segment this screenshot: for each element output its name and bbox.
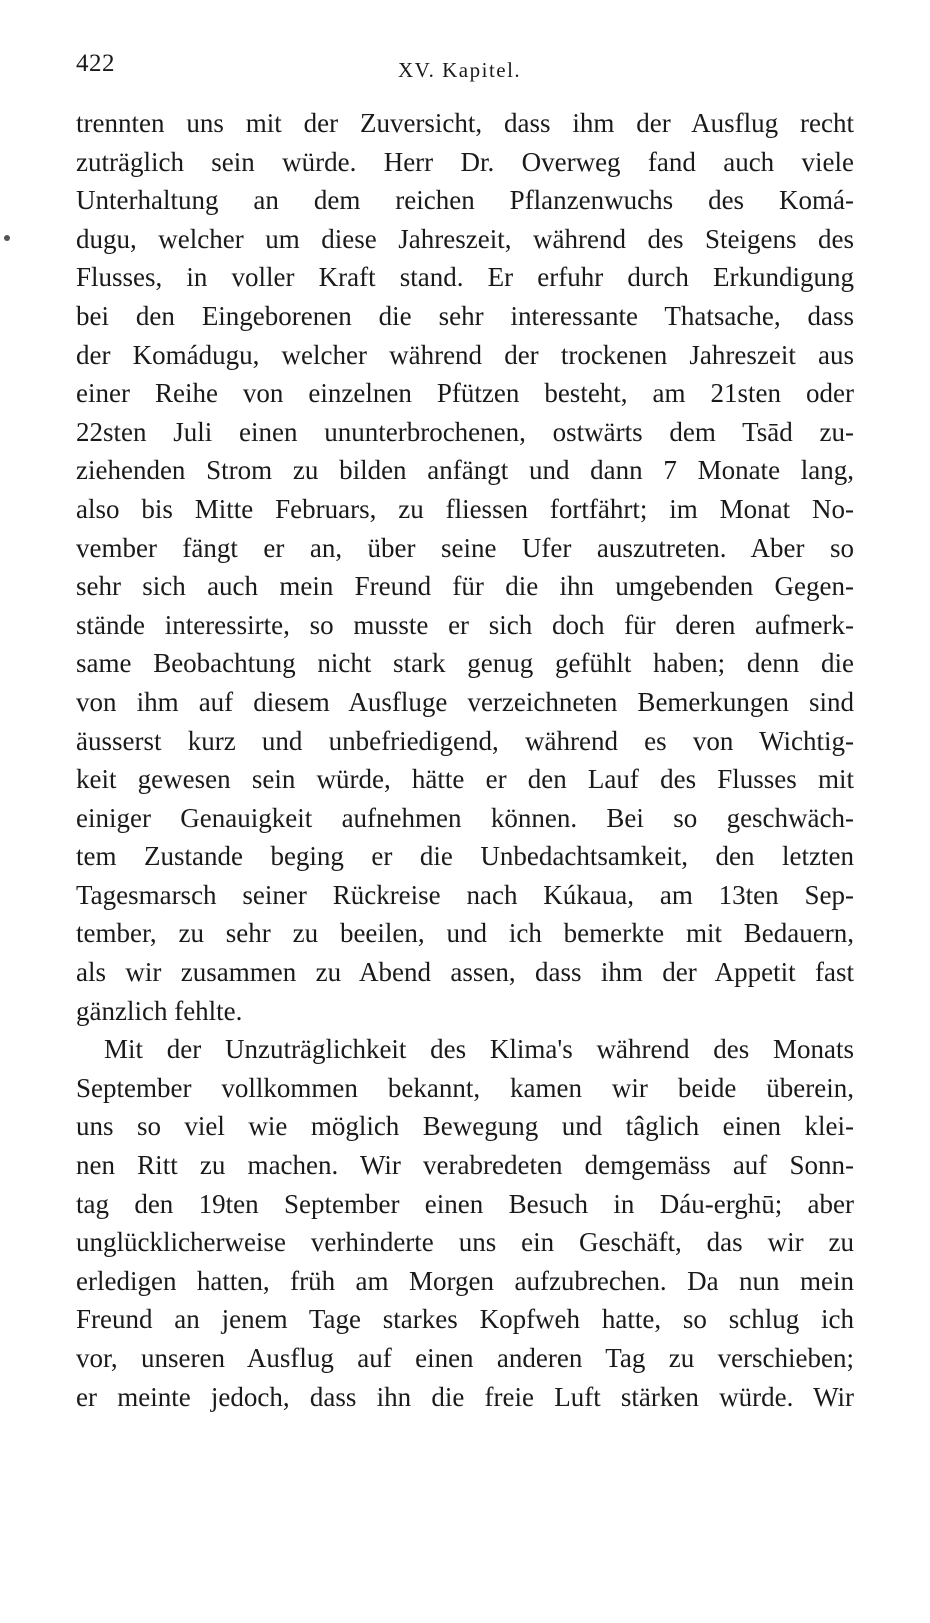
text-line: vor, unseren Ausflug auf einen anderen Tag zu verschieben; bbox=[76, 1343, 854, 1373]
text-line: same Beobachtung nicht stark genug gefühlt haben; denn die bbox=[76, 648, 854, 679]
chapter-title: XV. Kapitel. bbox=[398, 58, 522, 82]
text-line: er meinte jedoch, dass ihn die freie Luft stärken würde. Wir bbox=[76, 1381, 854, 1412]
running-head bbox=[76, 50, 854, 90]
text-line-paragraph-start: Mit der Unzuträglichkeit des Klima's während des Monats bbox=[104, 1034, 854, 1065]
text-line: bei den Eingeborenen die sehr interessante Thatsache, dass bbox=[76, 300, 854, 331]
text-line: äusserst kurz und unbefriedigend, während es von Wichtig- bbox=[76, 725, 854, 756]
text-line: trennten uns mit der Zuversicht, dass ihm der Ausflug recht bbox=[76, 108, 854, 138]
text-line: vember fängt er an, über seine Ufer auszutreten. Aber so bbox=[76, 532, 854, 563]
margin-dot-mark bbox=[4, 235, 10, 241]
text-line: Freund an jenem Tage starkes Kopfweh hatte, so schlug ich bbox=[76, 1304, 854, 1335]
text-line: stände interessirte, so musste er sich doch für deren aufmerk- bbox=[76, 609, 854, 640]
text-line: als wir zusammen zu Abend assen, dass ihm der Appetit fast bbox=[76, 957, 854, 988]
text-line: tember, zu sehr zu beeilen, und ich bemerkte mit Bedauern, bbox=[76, 918, 854, 949]
text-line: der Komádugu, welcher während der trockenen Jahreszeit aus bbox=[76, 339, 854, 370]
text-line: dugu, welcher um diese Jahreszeit, während des Steigens des bbox=[76, 223, 854, 254]
text-line: nen Ritt zu machen. Wir verabredeten demgemäss auf Sonn- bbox=[76, 1150, 854, 1181]
text-line: erledigen hatten, früh am Morgen aufzubrechen. Da nun mein bbox=[76, 1265, 854, 1296]
text-line: 22sten Juli einen ununterbrochenen, ostwärts dem Tsād zu- bbox=[76, 416, 854, 447]
text-line: einiger Genauigkeit aufnehmen können. Bei so geschwäch- bbox=[76, 802, 854, 833]
text-line: also bis Mitte Februars, zu fliessen fortfährt; im Monat No- bbox=[76, 493, 854, 524]
text-line: uns so viel wie möglich Bewegung und tâglich einen klei- bbox=[76, 1111, 854, 1142]
text-line: sehr sich auch mein Freund für die ihn umgebenden Gegen- bbox=[76, 571, 854, 602]
page-number: 422 bbox=[76, 50, 115, 77]
text-line: ziehenden Strom zu bilden anfängt und dann 7 Monate lang, bbox=[76, 455, 854, 486]
body-text bbox=[76, 104, 854, 1416]
text-line: Unterhaltung an dem reichen Pflanzenwuchs des Komá- bbox=[76, 185, 854, 216]
text-line: unglücklicherweise verhinderte uns ein Geschäft, das wir zu bbox=[76, 1227, 854, 1258]
text-line: tem Zustande beging er die Unbedachtsamkeit, den letzten bbox=[76, 841, 854, 872]
text-line: September vollkommen bekannt, kamen wir beide überein, bbox=[76, 1072, 854, 1103]
text-line: zuträglich sein würde. Herr Dr. Overweg fand auch viele bbox=[76, 146, 854, 177]
text-line: keit gewesen sein würde, hätte er den Lauf des Flusses mit bbox=[76, 764, 854, 795]
text-line: Tagesmarsch seiner Rückreise nach Kúkaua, am 13ten Sep- bbox=[76, 879, 854, 910]
text-line: Flusses, in voller Kraft stand. Er erfuhr durch Erkundigung bbox=[76, 262, 854, 293]
text-line: von ihm auf diesem Ausfluge verzeichneten Bemerkungen sind bbox=[76, 686, 854, 717]
text-line-paragraph-end: gänzlich fehlte. bbox=[76, 995, 243, 1026]
text-line: tag den 19ten September einen Besuch in Dáu-erghū; aber bbox=[76, 1188, 854, 1219]
text-line: einer Reihe von einzelnen Pfützen besteht, am 21sten oder bbox=[76, 378, 854, 409]
